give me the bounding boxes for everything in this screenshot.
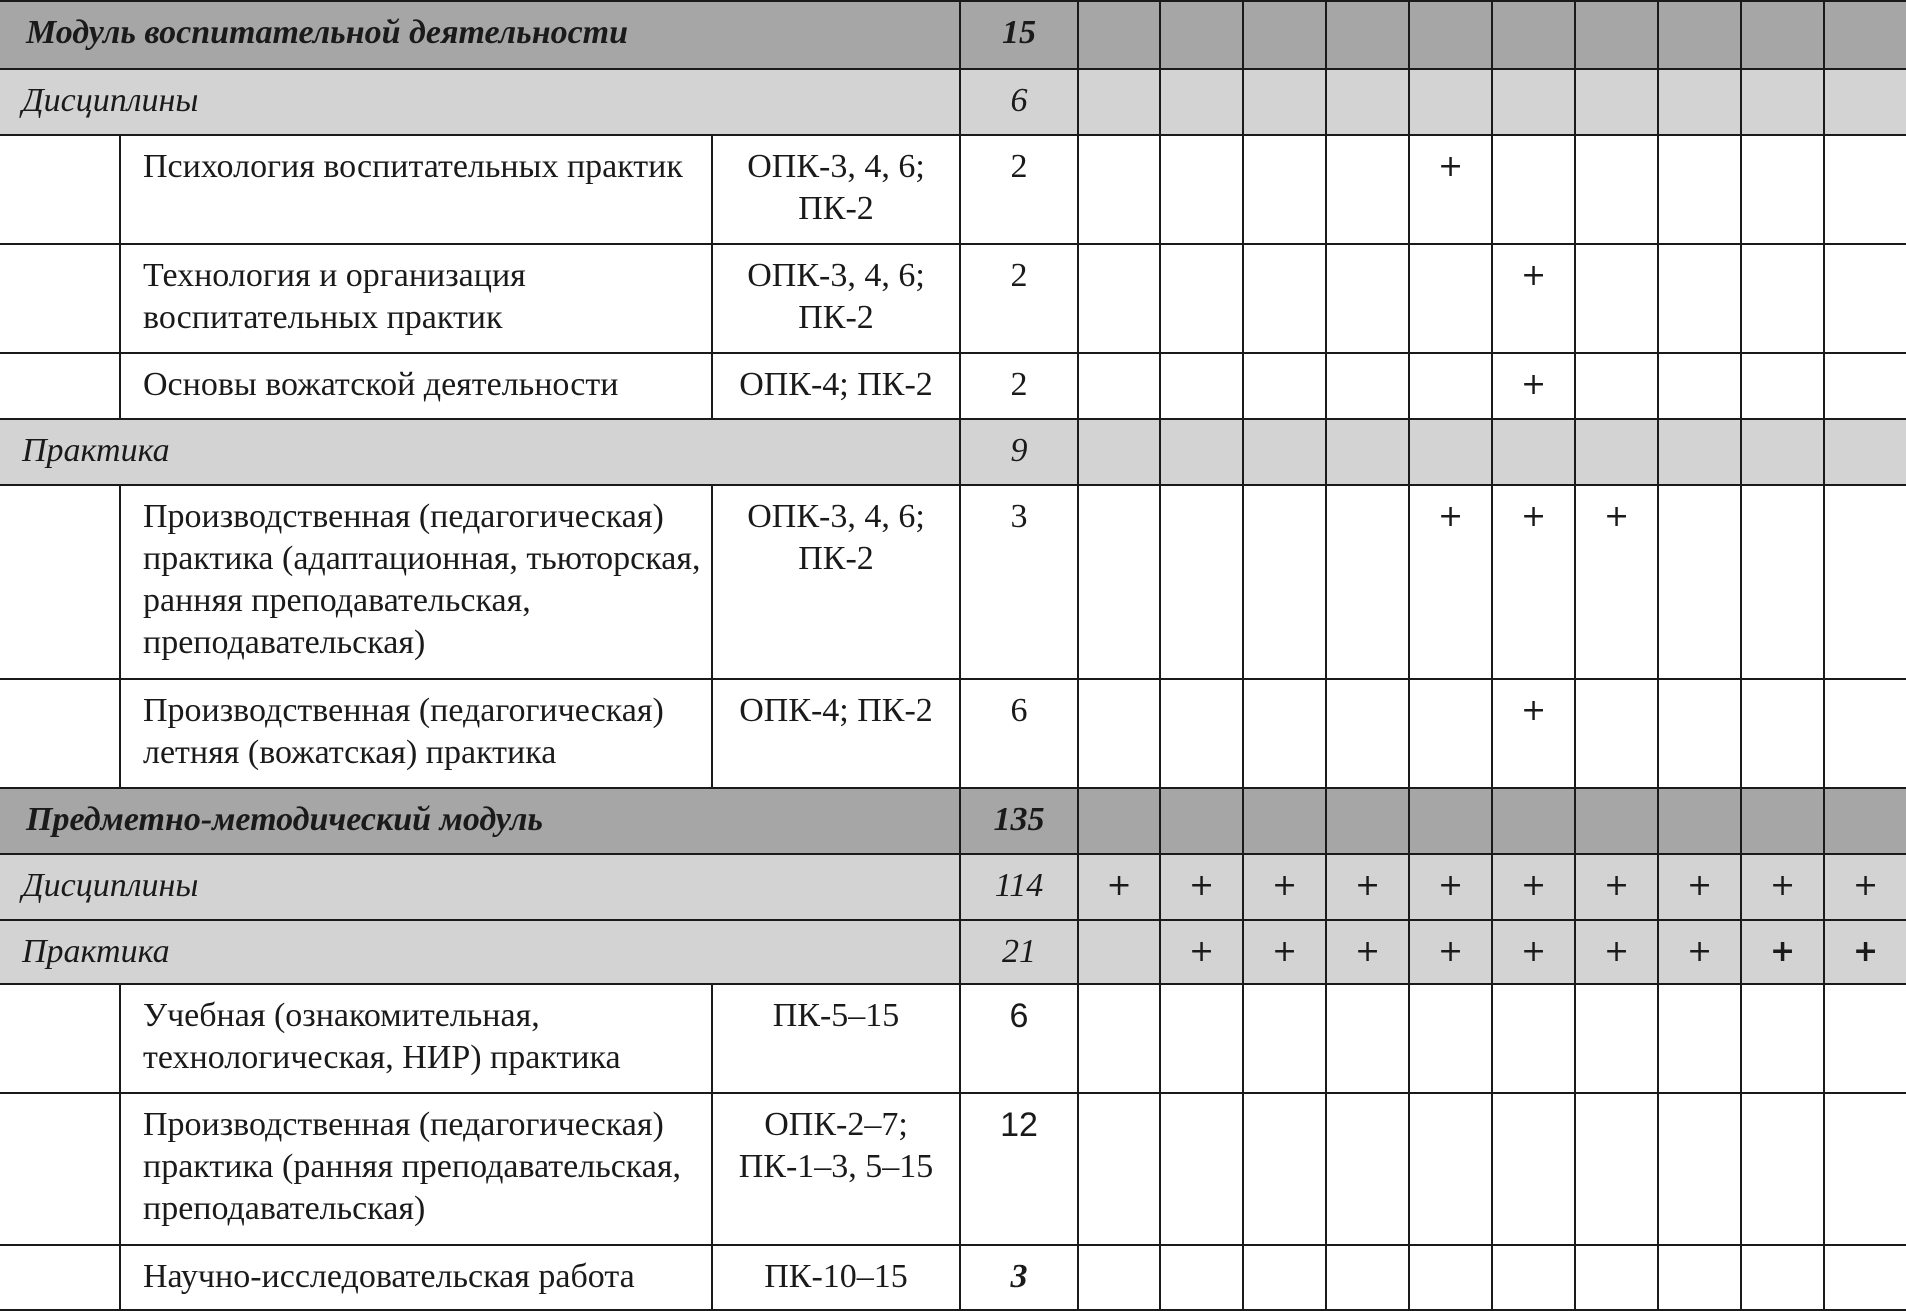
- table-row: [0, 679, 1906, 788]
- semester-mark-cell: [1741, 485, 1824, 679]
- table-row: [0, 1093, 1906, 1245]
- credits-cell: 15: [960, 1, 1078, 69]
- semester-mark-cell: [1741, 353, 1824, 419]
- section-title-cell: Практика: [0, 920, 960, 984]
- section-header-row: [0, 920, 1906, 984]
- semester-mark-cell: [1243, 419, 1326, 485]
- semester-mark-cell: [1824, 353, 1906, 419]
- semester-mark-cell: +: [1409, 854, 1492, 920]
- table-row: [0, 353, 1906, 419]
- semester-mark-cell: [1409, 984, 1492, 1093]
- competencies-cell: ОПК-4; ПК-2: [712, 679, 960, 788]
- semester-mark-cell: [1243, 679, 1326, 788]
- competencies-cell: ОПК-2–7; ПК-1–3, 5–15: [712, 1093, 960, 1245]
- credits-cell: 2: [960, 244, 1078, 353]
- semester-mark-cell: [1658, 1245, 1741, 1310]
- semester-mark-cell: [1243, 485, 1326, 679]
- semester-mark-cell: [1326, 485, 1409, 679]
- semester-mark-cell: [1492, 69, 1575, 135]
- semester-mark-cell: [1243, 1093, 1326, 1245]
- semester-mark-cell: [1741, 1093, 1824, 1245]
- semester-mark-cell: [1078, 353, 1160, 419]
- credits-cell: 3: [960, 1245, 1078, 1310]
- section-header-row: [0, 419, 1906, 485]
- semester-mark-cell: [1492, 1093, 1575, 1245]
- module-title-cell: Модуль воспитательной деятельности: [0, 1, 960, 69]
- semester-mark-cell: [1824, 1093, 1906, 1245]
- semester-mark-cell: [1824, 135, 1906, 244]
- semester-mark-cell: [1658, 135, 1741, 244]
- semester-mark-cell: [1409, 353, 1492, 419]
- semester-mark-cell: [1160, 1093, 1243, 1245]
- semester-mark-cell: [1160, 419, 1243, 485]
- semester-mark-cell: [1492, 788, 1575, 854]
- semester-mark-cell: +: [1326, 854, 1409, 920]
- discipline-name-cell: Производственная (педагогическая) летняя (вожатская) практика: [120, 679, 712, 788]
- competencies-cell: ОПК-3, 4, 6; ПК-2: [712, 485, 960, 679]
- credits-cell: 6: [960, 984, 1078, 1093]
- semester-mark-cell: [1409, 1093, 1492, 1245]
- semester-mark-cell: [1409, 788, 1492, 854]
- semester-mark-cell: +: [1658, 920, 1741, 984]
- table-row: [0, 1245, 1906, 1310]
- semester-mark-cell: +: [1575, 920, 1658, 984]
- discipline-name-cell: Учебная (ознакомительная, технологическая, НИР) практика: [120, 984, 712, 1093]
- competencies-cell: ОПК-3, 4, 6; ПК-2: [712, 135, 960, 244]
- semester-mark-cell: [1741, 788, 1824, 854]
- credits-cell: 9: [960, 419, 1078, 485]
- semester-mark-cell: +: [1824, 920, 1906, 984]
- semester-mark-cell: +: [1492, 485, 1575, 679]
- semester-mark-cell: [1492, 1, 1575, 69]
- semester-mark-cell: [1078, 419, 1160, 485]
- semester-mark-cell: [1575, 1, 1658, 69]
- semester-mark-cell: [1658, 984, 1741, 1093]
- credits-cell: 3: [960, 485, 1078, 679]
- semester-mark-cell: [1409, 1245, 1492, 1310]
- semester-mark-cell: [1492, 1245, 1575, 1310]
- semester-mark-cell: [1326, 788, 1409, 854]
- credits-cell: 6: [960, 679, 1078, 788]
- semester-mark-cell: [1078, 244, 1160, 353]
- semester-mark-cell: +: [1326, 920, 1409, 984]
- semester-mark-cell: [1243, 788, 1326, 854]
- semester-mark-cell: +: [1492, 854, 1575, 920]
- semester-mark-cell: [1078, 1, 1160, 69]
- semester-mark-cell: [1409, 69, 1492, 135]
- row-index-cell: [0, 984, 120, 1093]
- semester-mark-cell: [1326, 244, 1409, 353]
- competencies-cell: ПК-10–15: [712, 1245, 960, 1310]
- semester-mark-cell: [1243, 353, 1326, 419]
- semester-mark-cell: [1824, 485, 1906, 679]
- semester-mark-cell: [1078, 135, 1160, 244]
- discipline-name-cell: Психология воспитательных практик: [120, 135, 712, 244]
- semester-mark-cell: [1741, 419, 1824, 485]
- semester-mark-cell: [1326, 353, 1409, 419]
- semester-mark-cell: [1492, 984, 1575, 1093]
- section-title-cell: Практика: [0, 419, 960, 485]
- credits-cell: 135: [960, 788, 1078, 854]
- table-row: [0, 135, 1906, 244]
- semester-mark-cell: [1078, 920, 1160, 984]
- semester-mark-cell: +: [1409, 135, 1492, 244]
- semester-mark-cell: +: [1078, 854, 1160, 920]
- semester-mark-cell: [1575, 679, 1658, 788]
- semester-mark-cell: [1824, 1245, 1906, 1310]
- semester-mark-cell: [1824, 788, 1906, 854]
- semester-mark-cell: [1741, 984, 1824, 1093]
- semester-mark-cell: [1658, 788, 1741, 854]
- semester-mark-cell: +: [1409, 485, 1492, 679]
- semester-mark-cell: [1160, 1245, 1243, 1310]
- row-index-cell: [0, 1093, 120, 1245]
- table-row: [0, 984, 1906, 1093]
- semester-mark-cell: +: [1492, 679, 1575, 788]
- semester-mark-cell: [1575, 1245, 1658, 1310]
- table-row: [0, 485, 1906, 679]
- credits-cell: 2: [960, 135, 1078, 244]
- semester-mark-cell: +: [1160, 854, 1243, 920]
- semester-mark-cell: [1741, 244, 1824, 353]
- row-index-cell: [0, 244, 120, 353]
- module-title-cell: Предметно-методический модуль: [0, 788, 960, 854]
- semester-mark-cell: [1078, 485, 1160, 679]
- semester-mark-cell: [1741, 69, 1824, 135]
- row-index-cell: [0, 485, 120, 679]
- semester-mark-cell: +: [1741, 920, 1824, 984]
- semester-mark-cell: [1243, 1, 1326, 69]
- semester-mark-cell: [1741, 1245, 1824, 1310]
- semester-mark-cell: [1243, 69, 1326, 135]
- discipline-name-cell: Производственная (педагогическая) практика (адаптационная, тьюторская, ранняя преподавательская, преподавательская): [120, 485, 712, 679]
- section-title-cell: Дисциплины: [0, 854, 960, 920]
- discipline-name-cell: Основы вожатской деятельности: [120, 353, 712, 419]
- semester-mark-cell: +: [1409, 920, 1492, 984]
- semester-mark-cell: [1575, 69, 1658, 135]
- credits-cell: 6: [960, 69, 1078, 135]
- semester-mark-cell: [1575, 984, 1658, 1093]
- semester-mark-cell: [1326, 419, 1409, 485]
- semester-mark-cell: +: [1824, 854, 1906, 920]
- semester-mark-cell: [1078, 1245, 1160, 1310]
- semester-mark-cell: [1658, 353, 1741, 419]
- row-index-cell: [0, 1245, 120, 1310]
- semester-mark-cell: +: [1243, 854, 1326, 920]
- semester-mark-cell: [1575, 419, 1658, 485]
- semester-mark-cell: +: [1492, 920, 1575, 984]
- semester-mark-cell: [1824, 419, 1906, 485]
- semester-mark-cell: [1824, 1, 1906, 69]
- semester-mark-cell: +: [1575, 485, 1658, 679]
- semester-mark-cell: [1409, 244, 1492, 353]
- semester-mark-cell: [1078, 984, 1160, 1093]
- semester-mark-cell: [1078, 1093, 1160, 1245]
- semester-mark-cell: [1575, 788, 1658, 854]
- semester-mark-cell: [1078, 788, 1160, 854]
- semester-mark-cell: [1658, 485, 1741, 679]
- semester-mark-cell: +: [1243, 920, 1326, 984]
- semester-mark-cell: +: [1575, 854, 1658, 920]
- semester-mark-cell: +: [1741, 854, 1824, 920]
- section-header-row: [0, 69, 1906, 135]
- competencies-cell: ОПК-3, 4, 6; ПК-2: [712, 244, 960, 353]
- semester-mark-cell: +: [1492, 353, 1575, 419]
- semester-mark-cell: [1824, 679, 1906, 788]
- semester-mark-cell: [1160, 135, 1243, 244]
- semester-mark-cell: [1160, 485, 1243, 679]
- semester-mark-cell: [1658, 244, 1741, 353]
- credits-cell: 114: [960, 854, 1078, 920]
- semester-mark-cell: [1824, 244, 1906, 353]
- semester-mark-cell: [1409, 1, 1492, 69]
- credits-cell: 21: [960, 920, 1078, 984]
- table-row: [0, 244, 1906, 353]
- semester-mark-cell: [1326, 135, 1409, 244]
- module-header-row: [0, 788, 1906, 854]
- semester-mark-cell: [1078, 679, 1160, 788]
- credits-cell: 12: [960, 1093, 1078, 1245]
- semester-mark-cell: [1575, 353, 1658, 419]
- semester-mark-cell: [1326, 984, 1409, 1093]
- competencies-cell: ОПК-4; ПК-2: [712, 353, 960, 419]
- semester-mark-cell: [1492, 135, 1575, 244]
- semester-mark-cell: [1575, 1093, 1658, 1245]
- semester-mark-cell: [1658, 69, 1741, 135]
- discipline-name-cell: Производственная (педагогическая) практика (ранняя преподавательская, преподавательская): [120, 1093, 712, 1245]
- semester-mark-cell: [1160, 984, 1243, 1093]
- semester-mark-cell: [1243, 135, 1326, 244]
- credits-cell: 2: [960, 353, 1078, 419]
- section-title-cell: Дисциплины: [0, 69, 960, 135]
- semester-mark-cell: [1658, 1093, 1741, 1245]
- semester-mark-cell: [1326, 679, 1409, 788]
- semester-mark-cell: [1409, 679, 1492, 788]
- semester-mark-cell: [1741, 679, 1824, 788]
- semester-mark-cell: [1078, 69, 1160, 135]
- semester-mark-cell: [1326, 1245, 1409, 1310]
- semester-mark-cell: [1741, 1, 1824, 69]
- semester-mark-cell: [1409, 419, 1492, 485]
- semester-mark-cell: [1658, 1, 1741, 69]
- semester-mark-cell: [1160, 1, 1243, 69]
- table-body: [0, 1, 1906, 1310]
- semester-mark-cell: [1243, 984, 1326, 1093]
- row-index-cell: [0, 135, 120, 244]
- module-header-row: [0, 1, 1906, 69]
- semester-mark-cell: [1575, 135, 1658, 244]
- semester-mark-cell: [1326, 1, 1409, 69]
- semester-mark-cell: [1741, 135, 1824, 244]
- semester-mark-cell: +: [1160, 920, 1243, 984]
- semester-mark-cell: [1243, 1245, 1326, 1310]
- semester-mark-cell: [1160, 69, 1243, 135]
- semester-mark-cell: [1243, 244, 1326, 353]
- semester-mark-cell: +: [1492, 244, 1575, 353]
- semester-mark-cell: [1160, 679, 1243, 788]
- semester-mark-cell: [1658, 419, 1741, 485]
- semester-mark-cell: [1575, 244, 1658, 353]
- semester-mark-cell: [1824, 984, 1906, 1093]
- row-index-cell: [0, 679, 120, 788]
- semester-mark-cell: [1326, 1093, 1409, 1245]
- semester-mark-cell: [1326, 69, 1409, 135]
- discipline-name-cell: Технология и организация воспитательных практик: [120, 244, 712, 353]
- semester-mark-cell: [1160, 353, 1243, 419]
- semester-mark-cell: [1658, 679, 1741, 788]
- discipline-name-cell: Научно-исследовательская работа: [120, 1245, 712, 1310]
- competencies-cell: ПК-5–15: [712, 984, 960, 1093]
- semester-mark-cell: [1492, 419, 1575, 485]
- semester-mark-cell: [1824, 69, 1906, 135]
- semester-mark-cell: [1160, 244, 1243, 353]
- section-header-row: [0, 854, 1906, 920]
- semester-mark-cell: +: [1658, 854, 1741, 920]
- semester-mark-cell: [1160, 788, 1243, 854]
- row-index-cell: [0, 353, 120, 419]
